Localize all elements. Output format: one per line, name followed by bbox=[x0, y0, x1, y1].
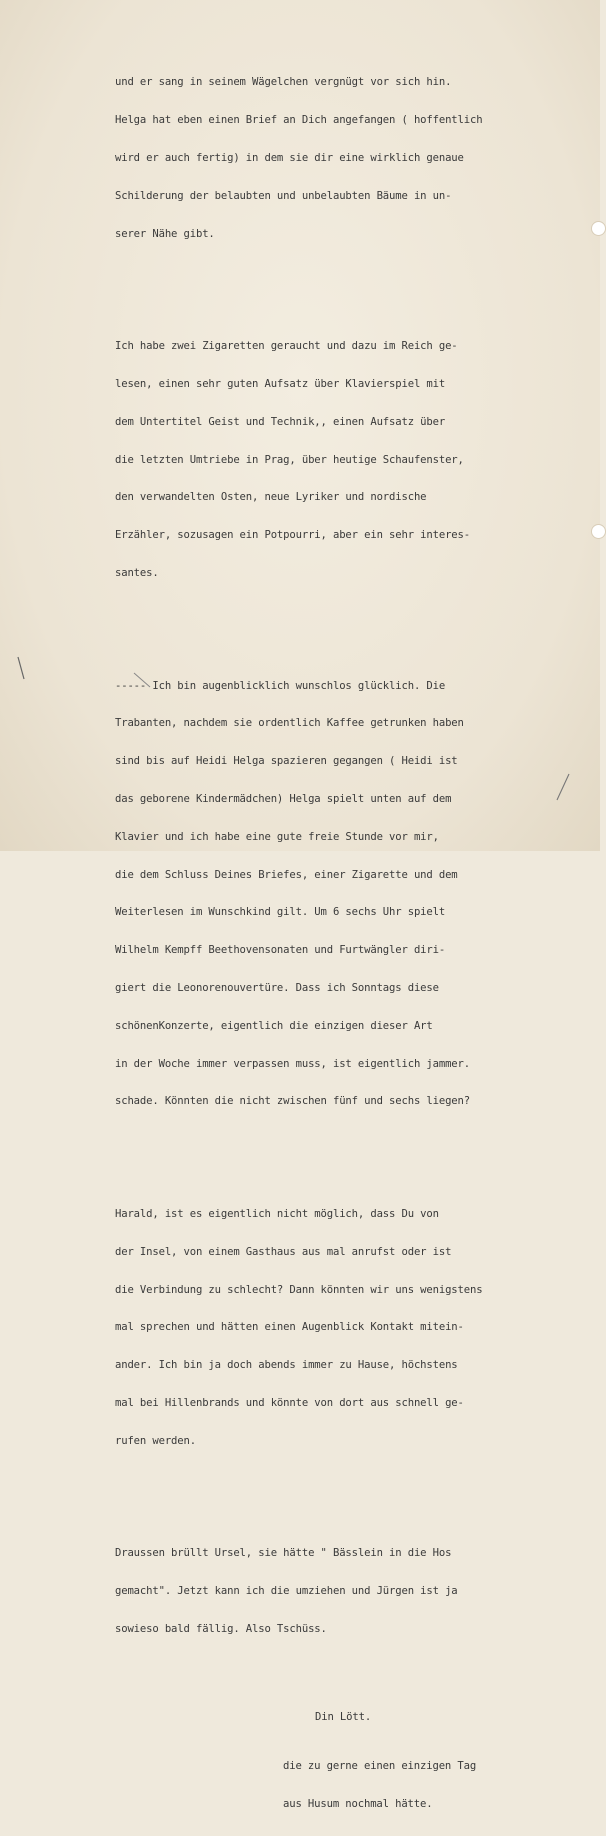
text-line: Draussen brüllt Ursel, sie hätte " Bässlein in die Hos bbox=[115, 1547, 452, 1560]
text-line: und er sang in seinem Wägelchen vergnügt vor sich hin. bbox=[115, 76, 452, 89]
text-line: der Insel, von einem Gasthaus aus mal anrufst oder ist bbox=[115, 1245, 452, 1258]
signature: Din Lött. bbox=[315, 1710, 372, 1723]
text-line: Harald, ist es eigentlich nicht möglich, dass Du von bbox=[115, 1208, 439, 1221]
text-line: wird er auch fertig) in dem sie dir eine wirklich genaue bbox=[115, 151, 464, 164]
paragraph-4 bbox=[115, 1183, 565, 1473]
text-line: santes. bbox=[115, 566, 159, 579]
text-line: Klavier und ich habe eine gute freie Stunde vor mir, bbox=[115, 830, 439, 843]
text-line: mal sprechen und hätten einen Augenblick Kontakt mitein- bbox=[115, 1321, 464, 1334]
text-line: mal bei Hillenbrands und könnte von dort aus schnell ge- bbox=[115, 1396, 464, 1409]
postscript-line: die zu gerne einen einzigen Tag bbox=[283, 1760, 477, 1773]
text-line: die letzten Umtriebe in Prag, über heutige Schaufenster, bbox=[115, 453, 464, 466]
postscript-line: aus Husum nochmal hätte. bbox=[283, 1798, 433, 1811]
text-line: serer Nähe gibt. bbox=[115, 227, 215, 240]
text-line: rufen werden. bbox=[115, 1434, 196, 1447]
text-line: das geborene Kindermädchen) Helga spielt unten auf dem bbox=[115, 793, 452, 806]
text-line: lesen, einen sehr guten Aufsatz über Klavierspiel mit bbox=[115, 378, 446, 391]
text-line: Trabanten, nachdem sie ordentlich Kaffee getrunken haben bbox=[115, 717, 464, 730]
text-line: die dem Schluss Deines Briefes, einer Zigarette und dem bbox=[115, 868, 458, 881]
paragraph-3 bbox=[115, 655, 565, 1134]
pencil-mark bbox=[545, 770, 585, 810]
text-line: schade. Könnten die nicht zwischen fünf und sechs liegen? bbox=[115, 1095, 470, 1108]
text-line: Weiterlesen im Wunschkind gilt. Um 6 sechs Uhr spielt bbox=[115, 906, 446, 919]
text-line: ----- Ich bin augenblicklich wunschlos glücklich. Die bbox=[115, 679, 446, 692]
punch-hole bbox=[591, 524, 606, 539]
text-line: ander. Ich bin ja doch abends immer zu Hause, höchstens bbox=[115, 1359, 458, 1372]
punch-hole bbox=[591, 221, 606, 236]
text-line: Erzähler, sozusagen ein Potpourri, aber ein sehr interes- bbox=[115, 529, 470, 542]
paragraph-1 bbox=[115, 51, 565, 265]
text-line: die Verbindung zu schlecht? Dann könnten wir uns wenigstens bbox=[115, 1283, 483, 1296]
paragraph-5 bbox=[115, 1522, 565, 1661]
text-line: giert die Leonorenouvertüre. Dass ich Sonntags diese bbox=[115, 981, 439, 994]
text-line: gemacht". Jetzt kann ich die umziehen und Jürgen ist ja bbox=[115, 1585, 458, 1598]
pencil-mark bbox=[130, 665, 160, 695]
text-line: schönenKonzerte, eigentlich die einzigen dieser Art bbox=[115, 1019, 433, 1032]
text-line: sowieso bald fällig. Also Tschüss. bbox=[115, 1623, 327, 1636]
pencil-mark bbox=[10, 655, 50, 685]
text-line: dem Untertitel Geist und Technik,, einen Aufsatz über bbox=[115, 415, 446, 428]
text-line: Schilderung der belaubten und unbelaubten Bäume in un- bbox=[115, 189, 452, 202]
paragraph-2 bbox=[115, 315, 565, 605]
text-line: Helga hat eben einen Brief an Dich angefangen ( hoffentlich bbox=[115, 114, 483, 127]
text-line: sind bis auf Heidi Helga spazieren gegangen ( Heidi ist bbox=[115, 755, 458, 768]
text-line: Ich habe zwei Zigaretten geraucht und dazu im Reich ge- bbox=[115, 340, 458, 353]
text-line: den verwandelten Osten, neue Lyriker und nordische bbox=[115, 491, 427, 504]
text-line: in der Woche immer verpassen muss, ist eigentlich jammer. bbox=[115, 1057, 470, 1070]
letter-text bbox=[115, 26, 565, 1836]
text-line: Wilhelm Kempff Beethovensonaten und Furtwängler diri- bbox=[115, 944, 446, 957]
